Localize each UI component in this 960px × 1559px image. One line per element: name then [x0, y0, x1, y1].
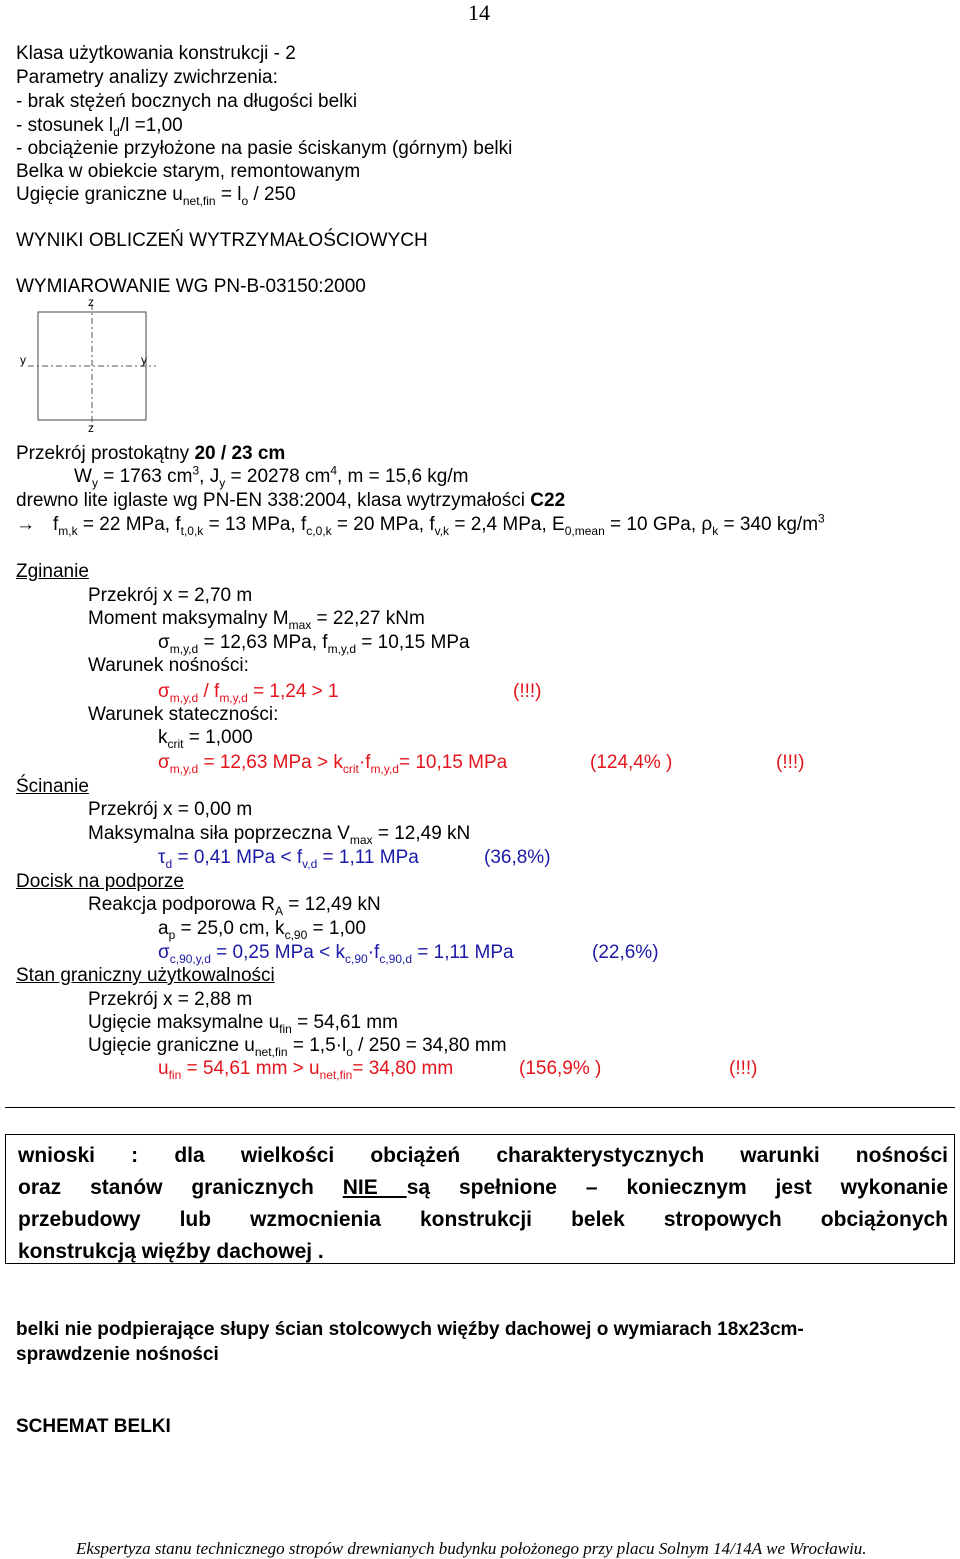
shear-percent: (36,8%) — [484, 847, 551, 868]
capacity-flag: (!!!) — [513, 681, 542, 702]
shear-check: $\tau_d = 0,41$ MPa < $f_{v,d} = 1,11$ MPa — [158, 847, 419, 871]
param-line-old-building: Belka w obiekcie starym, remontowanym — [16, 161, 361, 182]
deflection-flag: (!!!) — [729, 1058, 758, 1079]
arrow-icon: → — [16, 514, 35, 535]
bearing-check: $\sigma_{c,90,y,d} = 0,25$ MPa < $k_{c,90}\cdot f_{c,90,d} = 1,11$ MPa — [158, 942, 514, 966]
separator-line — [5, 1107, 955, 1108]
design-heading: WYMIAROWANIE WG PN-B-03150:2000 — [16, 276, 366, 297]
stability-check: $\sigma_{m,y,d} = 12,63$ MPa > $k_{crit}\cdot f_{m,y,d}= 10,15$ MPa — [158, 752, 508, 776]
deflection-check: $u_{fin} = 54,61$ mm > $u_{net,fin}= 34,80$ mm — [158, 1058, 454, 1082]
next-section-line-2: sprawdzenie nośności — [16, 1344, 219, 1365]
serviceability-section-x: Przekrój x = 2,88 m — [88, 989, 253, 1010]
kcrit-value: $k_{crit} = 1,000$ — [158, 727, 253, 751]
z-label-bottom: z — [88, 421, 94, 434]
y-label-right: y — [141, 353, 147, 367]
bending-section-x: Przekrój x = 2,70 m — [88, 585, 253, 606]
material-property: $f_{t,0,k} = 13$ MPa, — [175, 514, 301, 538]
conclusion-line-4: konstrukcją więźby dachowej . — [18, 1240, 324, 1263]
schema-heading: SCHEMAT BELKI — [16, 1416, 171, 1437]
footer: Ekspertyza stanu technicznego stropów drewnianych budynku położonego przy placu Solnym 14/14A we Wrocławiu. — [76, 1539, 867, 1558]
param-line-ratio: - stosunek $l_d/l =1,00$ — [16, 115, 183, 139]
z-label-top: z — [88, 295, 94, 309]
bending-heading: Zginanie — [16, 561, 89, 582]
serviceability-heading: Stan graniczny użytkowalności — [16, 965, 275, 986]
shear-heading: Ścinanie — [16, 776, 89, 797]
y-label-left: y — [20, 353, 26, 367]
conclusion-box — [5, 1134, 955, 1264]
material-property: $f_{c,0,k} = 20$ MPa, — [301, 514, 430, 538]
results-heading: WYNIKI OBLICZEŃ WYTRZYMAŁOŚCIOWYCH — [16, 230, 428, 251]
deflection-limit: Ugięcie graniczne $u_{net,fin} = 1,5\cdot l_o / 250 = 34,80$ mm — [88, 1035, 507, 1059]
section-moduli: $W_y = 1763$ $cm^3$, $J_y = 20278$ $cm^4$, m = 15,6 kg/m — [74, 463, 469, 490]
deflection-percent: (156,9% ) — [519, 1058, 602, 1079]
param-line-deflection-limit: Ugięcie graniczne $u_{net,fin} = l_o / 250$ — [16, 184, 296, 208]
bending-stress: $\sigma_{m,y,d} = 12,63$ MPa, $f_{m,y,d} = 10,15$ MPa — [158, 632, 470, 656]
shear-force: Maksymalna siła poprzeczna $V_{max} = 12,49$ kN — [88, 823, 471, 847]
capacity-check: $\sigma_{m,y,d} / f_{m,y,d} = 1,24 > 1$ — [158, 681, 339, 705]
bearing-length: $a_p = 25,0$ cm, $k_{c,90} = 1,00$ — [158, 918, 366, 942]
stability-percent: (124,4% ) — [590, 752, 673, 773]
material-property: $E_{0,mean} = 10$ GPa, — [552, 514, 702, 538]
param-line-load: - obciążenie przyłożone na pasie ściskanym (górnym) belki — [16, 138, 513, 159]
param-line-usage-class: Klasa użytkowania konstrukcji - 2 — [16, 43, 296, 64]
section-title: Przekrój prostokątny 20 / 23 cm — [16, 443, 286, 464]
bearing-percent: (22,6%) — [592, 942, 659, 963]
cross-section-diagram — [14, 292, 174, 434]
stability-label: Warunek stateczności: — [88, 704, 279, 725]
capacity-label: Warunek nośności: — [88, 655, 249, 676]
page-number: 14 — [468, 0, 490, 25]
bearing-reaction: Reakcja podporowa $R_A = 12,49$ kN — [88, 894, 381, 918]
stability-flag: (!!!) — [776, 752, 805, 773]
material-property: $f_{m,k} = 22$ MPa, — [53, 514, 176, 538]
param-line-bracing: - brak stężeń bocznych na długości belki — [16, 91, 358, 112]
material-line: drewno lite iglaste wg PN-EN 338:2004, klasa wytrzymałości C22 — [16, 490, 566, 511]
conclusion-line-1: wnioski : dla wielkości obciążeń charakterystycznych warunki nośności — [18, 1144, 948, 1167]
deflection-max: Ugięcie maksymalne $u_{fin} = 54,61$ mm — [88, 1012, 398, 1036]
material-property: $f_{v,k} = 2,4$ MPa, — [429, 514, 553, 538]
conclusion-line-2: oraz stanów granicznych NIE są spełnione – koniecznym jest wykonanie — [18, 1176, 949, 1199]
param-line-analysis: Parametry analizy zwichrzenia: — [16, 67, 278, 88]
next-section-line-1: belki nie podpierające słupy ścian stolcowych więźby dachowej o wymiarach 18x23cm- — [16, 1319, 804, 1340]
bearing-heading: Docisk na podporze — [16, 871, 184, 892]
material-property: $\rho_k = 340$ kg/m — [701, 514, 819, 538]
shear-section-x: Przekrój x = 0,00 m — [88, 799, 253, 820]
conclusion-line-3: przebudowy lub wzmocnienia konstrukcji belek stropowych obciążonych — [18, 1208, 948, 1231]
material-properties: → $f_{m,k} = 22$ MPa, $f_{t,0,k} = 13$ MPa, $f_{c,0,k} = 20$ MPa, $f_{v,k} = 2,4$ MPa, $E_{0,mean} = 10$ GPa, $\rho_k = 340$ $kg/m^3$ — [16, 511, 825, 538]
bending-moment: Moment maksymalny $M_{max} = 22,27$ kNm — [88, 608, 425, 632]
